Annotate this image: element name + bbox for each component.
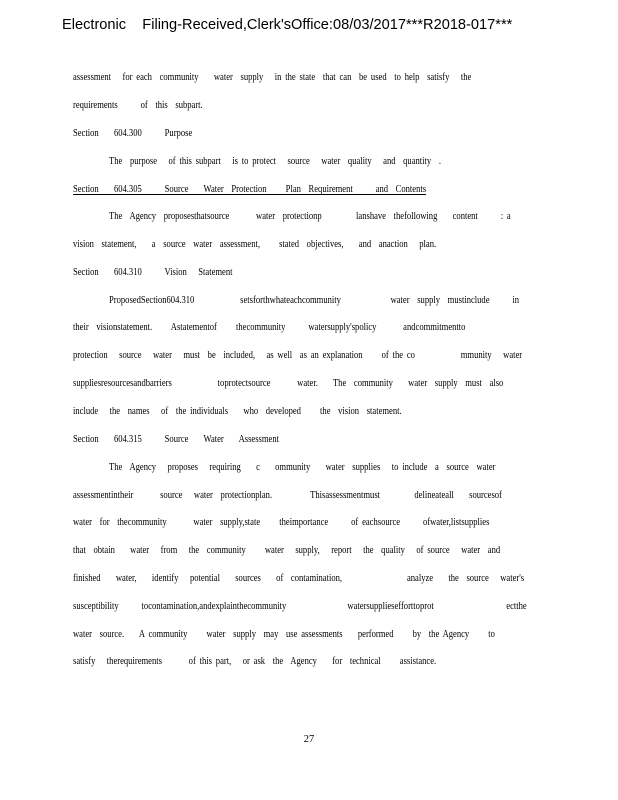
body-line: satisfy therequirements of this part, or ask the Agency for technical assistance. [73, 656, 437, 667]
body-line: vision statement, a source water assessment, stated objectives, and anaction plan. [73, 239, 437, 250]
body-line: that obtain water from the community water supply, report the quality of source water and [73, 545, 501, 556]
body-line: assessmentintheir source water protectionplan. Thisassessmentmust delineateall sourcesof [73, 490, 502, 501]
section-heading-604-315: Section 604.315 Source Water Assessment [73, 434, 279, 445]
section-heading-604-305: Section 604.305 Source Water Protection Plan Requirement and Contents [73, 184, 427, 195]
body-line: ProposedSection604.310 setsforthwhateachcommunity water supply mustinclude in [109, 295, 520, 306]
body-line: their visionstatement. Astatementof thecommunity watersupply'spolicy andcommitmentto [73, 322, 466, 333]
section-heading-604-300: Section 604.300 Purpose [73, 128, 193, 139]
body-line: protection source water must be included, as well as an explanation of the co mmunity water [73, 350, 523, 361]
body-line: requirements of this subpart. [73, 100, 203, 111]
section-heading-604-310: Section 604.310 Vision Statement [73, 267, 233, 278]
body-line: susceptibility tocontamination,andexplainthecommunity watersuppliesefforttoprot ectthe [73, 601, 527, 612]
body-line: The Agency proposes requiring c ommunity water supplies to include a source water [109, 462, 496, 473]
body-line: The Agency proposesthatsource water protectionp lanshave thefollowing content : a [109, 211, 511, 222]
body-line: water for thecommunity water supply,state theimportance of eachsource ofwater,listsupplies [73, 517, 490, 528]
body-line: suppliesresourcesandbarriers toprotectsource water. The community water supply must also [73, 378, 504, 389]
body-line: The purpose of this subpart is to protect source water quality and quantity . [109, 156, 441, 167]
filing-stamp-header: Electronic Filing-Received,Clerk'sOffice:08/03/2017***R2018-017*** [62, 17, 513, 33]
body-line: include the names of the individuals who developed the vision statement. [73, 406, 402, 417]
body-line: assessment for each community water supply in the state that can be used to help satisfy the [73, 72, 472, 83]
body-line: water source. A community water supply may use assessments performed by the Agency to [73, 629, 495, 640]
body-line: finished water, identify potential sources of contamination, analyze the source water's [73, 573, 525, 584]
page-number: 27 [303, 734, 315, 745]
